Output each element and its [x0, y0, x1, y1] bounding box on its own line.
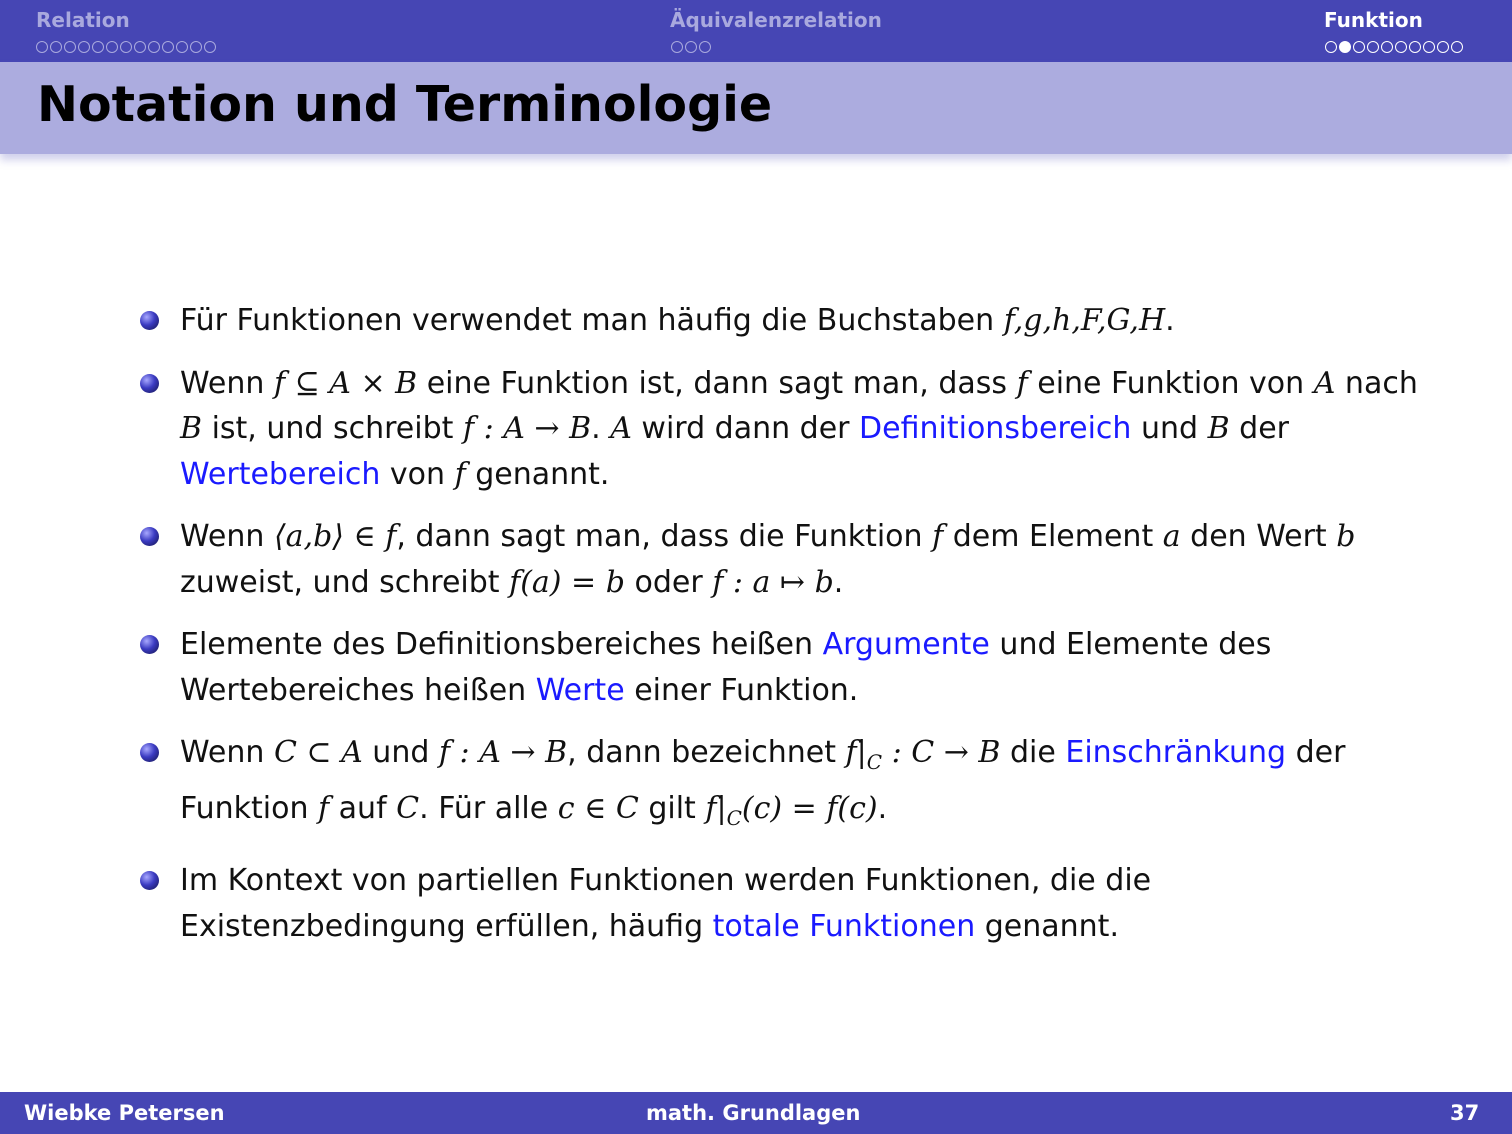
math: B: [180, 411, 203, 446]
text: eine Funktion ist, dann sagt man, dass: [417, 365, 1017, 401]
nav-frame-dot[interactable]: [190, 41, 202, 53]
title-bar: [0, 62, 1512, 154]
text: Elemente des Definitionsbereiches heißen: [180, 627, 823, 662]
math: f|: [705, 790, 727, 826]
nav-frame-dot[interactable]: [1437, 41, 1449, 53]
nav-frame-dot[interactable]: [1367, 41, 1379, 53]
text: dem Element: [943, 519, 1163, 554]
text: eine Funktion von: [1027, 365, 1314, 401]
text: oder: [624, 564, 713, 600]
text: ist, und schreibt: [202, 411, 463, 446]
text: , dann sagt man, dass die Funktion: [396, 519, 933, 554]
nav-frame-dot[interactable]: [78, 41, 90, 53]
text: der Funktion: [180, 735, 1346, 826]
text: von: [380, 456, 455, 492]
bullet-icon: [140, 635, 159, 654]
text: der: [1229, 411, 1289, 446]
bullet-icon: [140, 743, 159, 762]
math: C ⊂ A: [273, 735, 363, 770]
text: wird dann der: [631, 411, 860, 446]
nav-frame-dot[interactable]: [1451, 41, 1463, 53]
text: .: [877, 790, 888, 826]
bullet-item: [140, 730, 1440, 841]
math: (c) = f(c): [741, 790, 878, 826]
term-einschraenkung: Einschränkung: [1065, 735, 1287, 770]
nav-dots-relation[interactable]: [36, 41, 216, 55]
term-argumente: Argumente: [822, 627, 990, 662]
navigation-bar: [0, 0, 1512, 62]
bullet-icon: [140, 871, 159, 890]
bullet-icon: [140, 527, 159, 546]
nav-frame-dot[interactable]: [176, 41, 188, 53]
text: genannt.: [465, 456, 610, 492]
bullet-item: [140, 298, 1440, 344]
math: A: [1313, 365, 1336, 401]
bullet-item: [140, 514, 1440, 605]
text: nach: [1335, 365, 1418, 401]
nav-dots-funktion[interactable]: [1325, 41, 1463, 55]
math-subscript: C: [866, 750, 883, 774]
text: zuweist, und schreibt: [180, 564, 510, 600]
math: C: [396, 790, 420, 826]
term-wertebereich: Wertebereich: [180, 456, 381, 492]
nav-frame-dot[interactable]: [92, 41, 104, 53]
nav-frame-dot[interactable]: [1353, 41, 1365, 53]
term-definitionsbereich: Definitionsbereich: [859, 411, 1132, 446]
text: Wenn: [180, 519, 274, 554]
bullet-item: [140, 622, 1440, 713]
math: : C → B: [882, 735, 1001, 770]
nav-frame-dot[interactable]: [1381, 41, 1393, 53]
nav-frame-dot[interactable]: [134, 41, 146, 53]
text: den Wert: [1180, 519, 1337, 554]
text: genannt.: [975, 908, 1119, 944]
nav-frame-dot[interactable]: [1339, 41, 1351, 53]
text: die: [1000, 735, 1066, 770]
nav-frame-dot[interactable]: [162, 41, 174, 53]
math: B: [1207, 411, 1230, 446]
nav-section-funktion[interactable]: Funktion: [1324, 8, 1423, 32]
nav-section-aequivalenzrelation[interactable]: Äquivalenzrelation: [670, 8, 882, 32]
text: und: [362, 735, 439, 770]
nav-frame-dot[interactable]: [699, 41, 711, 53]
footer-short-title: math. Grundlagen: [646, 1101, 861, 1125]
math: f: [318, 790, 330, 826]
math: a: [1162, 519, 1181, 554]
math: c ∈ C: [557, 790, 639, 826]
nav-section-relation[interactable]: Relation: [36, 8, 130, 32]
text: Wenn: [180, 735, 274, 770]
footer-author: Wiebke Petersen: [24, 1101, 225, 1125]
text: .: [833, 564, 844, 600]
nav-frame-dot[interactable]: [120, 41, 132, 53]
nav-frame-dot[interactable]: [1395, 41, 1407, 53]
bullet-item: [140, 361, 1440, 498]
math: A: [610, 411, 632, 446]
nav-frame-dot[interactable]: [36, 41, 48, 53]
nav-frame-dot[interactable]: [1423, 41, 1435, 53]
nav-frame-dot[interactable]: [1325, 41, 1337, 53]
math: f,g,h,F,G,H: [1003, 303, 1166, 338]
math: f|: [845, 735, 867, 770]
nav-frame-dot[interactable]: [148, 41, 160, 53]
bullet-icon: [140, 374, 159, 393]
nav-frame-dot[interactable]: [671, 41, 683, 53]
text: . Für alle: [419, 790, 558, 826]
nav-frame-dot[interactable]: [1409, 41, 1421, 53]
nav-frame-dot[interactable]: [64, 41, 76, 53]
math: f: [454, 456, 466, 492]
math: f: [932, 519, 944, 554]
nav-frame-dot[interactable]: [50, 41, 62, 53]
math: f : A → B: [462, 411, 592, 446]
text: und: [1131, 411, 1208, 446]
math-subscript: C: [726, 805, 742, 830]
text: und Elemente des Wertebereiches heißen: [180, 627, 1272, 708]
math: f : A → B: [438, 735, 568, 770]
text: einer Funktion.: [624, 672, 859, 708]
bullet-item: [140, 858, 1440, 949]
math: f: [1016, 365, 1028, 401]
text: auf: [329, 790, 397, 826]
nav-dots-aequivalenzrelation[interactable]: [671, 41, 711, 55]
text: .: [591, 411, 611, 446]
math: b: [1336, 519, 1356, 554]
text: .: [1165, 303, 1175, 338]
math: f : a ↦ b: [712, 564, 834, 600]
nav-frame-dot[interactable]: [106, 41, 118, 53]
nav-frame-dot[interactable]: [685, 41, 697, 53]
text: gilt: [638, 790, 706, 826]
text: Wenn: [180, 365, 274, 401]
nav-frame-dot[interactable]: [204, 41, 216, 53]
term-totale-funktionen: totale Funktionen: [712, 908, 976, 944]
text: Für Funktionen verwendet man häufig die Buchstaben: [180, 303, 1004, 338]
text: Im Kontext von partiellen Funktionen werden Funktionen, die die Existenzbedingung erfüllen, häufig: [180, 863, 1152, 944]
bullet-icon: [140, 311, 159, 330]
text: , dann bezeichnet: [567, 735, 846, 770]
math: f ⊆ A × B: [273, 365, 418, 401]
math: f(a) = b: [509, 564, 625, 600]
slide-title: Notation und Terminologie: [37, 76, 773, 133]
term-werte: Werte: [535, 672, 625, 708]
footer-page-number: 37: [1450, 1101, 1480, 1125]
math: ⟨a,b⟩ ∈ f: [273, 519, 397, 554]
footer-bar: [0, 1092, 1512, 1134]
bullet-list: [140, 298, 1440, 966]
